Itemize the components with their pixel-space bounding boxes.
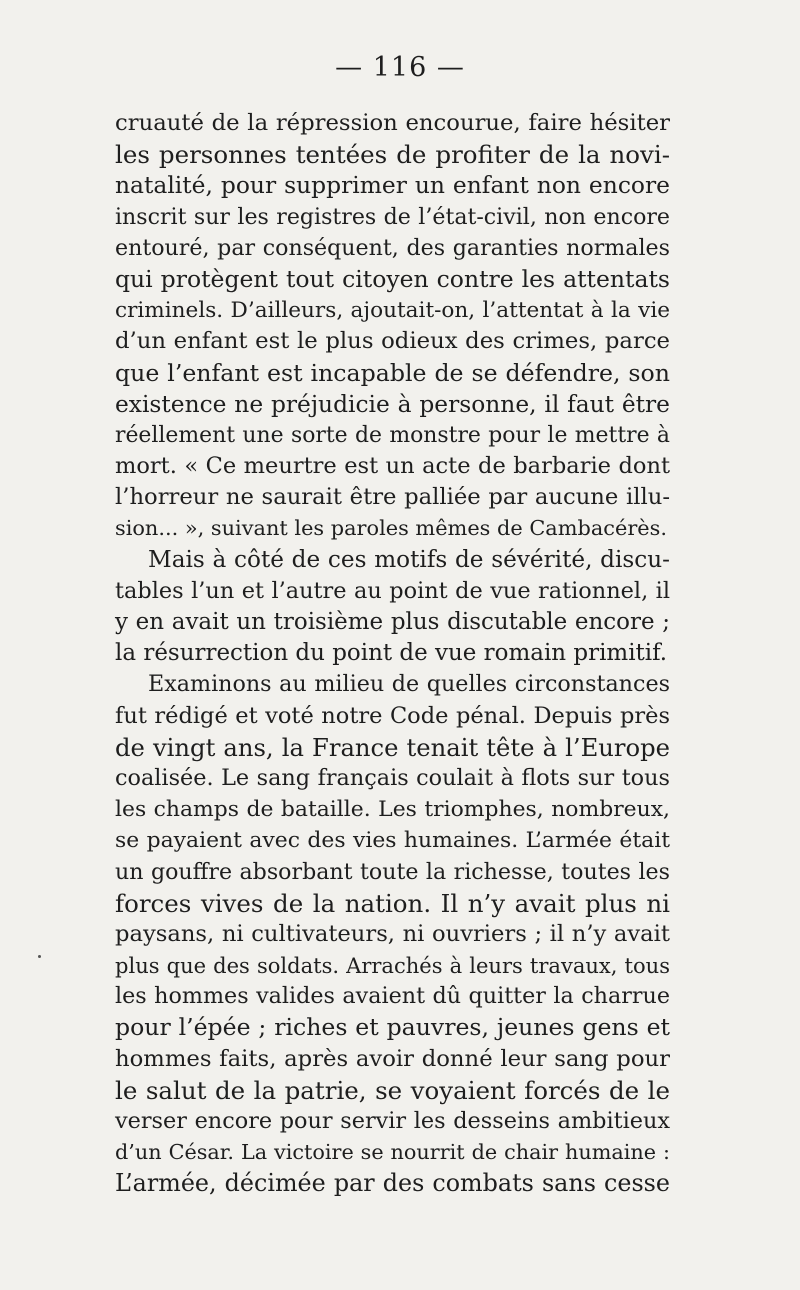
text-line: hommes faits, après avoir donné leur sang pour [115,1045,670,1072]
text-line: y en avait un troisième plus discutable encore ; [115,609,670,635]
text-line: que l’enfant est incapable de se défendre, son [115,358,670,387]
text-line: un gouffre absorbant toute la richesse, toutes les [115,858,670,885]
text-line: verser encore pour servir les desseins ambitieux [115,1108,670,1134]
text-line: d’un César. La victoire se nourrit de chair humaine : [115,1140,670,1165]
text-line: se payaient avec des vies humaines. L’armée était [115,828,670,854]
text-line: la résurrection du point de vue romain primitif. [115,640,668,667]
text-line: plus que des soldats. Arrachés à leurs travaux, tous [115,953,670,979]
text-line: pour l’épée ; riches et pauvres, jeunes gens et [115,1013,670,1042]
text-line: tables l’un et l’autre au point de vue rationnel, il [115,577,670,604]
text-line: paysans, ni cultivateurs, ni ouvriers ; il n’y avait [115,920,670,947]
text-line: qui protègent tout citoyen contre les attentats [115,264,670,293]
body-text [115,108,670,1200]
text-line: inscrit sur les registres de l’état-civil, non encore [115,204,670,230]
text-line: Examinons au milieu de quelles circonstances [148,671,670,698]
print-speck [38,955,41,958]
text-line: fut rédigé et voté notre Code pénal. Depuis près [115,702,670,729]
text-line: natalité, pour supprimer un enfant non encore [115,171,670,200]
text-line: mort. « Ce meurtre est un acte de barbarie dont [115,453,670,480]
text-line: d’un enfant est le plus odieux des crimes, parce [115,328,670,355]
text-line: forces vives de la nation. Il n’y avait plus ni [115,888,670,918]
text-line: coalisée. Le sang français coulait à flots sur tous [115,764,670,791]
text-line: l’horreur ne saurait être palliée par aucune illu- [115,484,670,511]
text-line: sion... », suivant les paroles mêmes de Cambacérès. [115,516,667,541]
page-number-header: — 116 — [335,52,465,83]
text-line: le salut de la patrie, se voyaient forcés de le [115,1075,670,1105]
text-line: les personnes tentées de profiter de la novi- [115,140,670,170]
text-line: Mais à côté de ces motifs de sévérité, discu- [148,546,670,573]
text-line: entouré, par conséquent, des garanties normales [115,234,670,261]
text-line: cruauté de la répression encourue, faire hésiter [115,110,670,136]
text-line: L’armée, décimée par des combats sans cesse [115,1169,670,1198]
text-line: les champs de bataille. Les triomphes, nombreux, [115,797,670,823]
text-line: réellement une sorte de monstre pour le mettre à [115,422,670,448]
text-line: existence ne préjudicie à personne, il faut être [115,389,670,418]
text-line: de vingt ans, la France tenait tête à l’Europe [115,732,670,762]
text-line: criminels. D’ailleurs, ajoutait-on, l’attentat à la vie [115,298,670,324]
text-line: les hommes valides avaient dû quitter la charrue [115,983,670,1010]
